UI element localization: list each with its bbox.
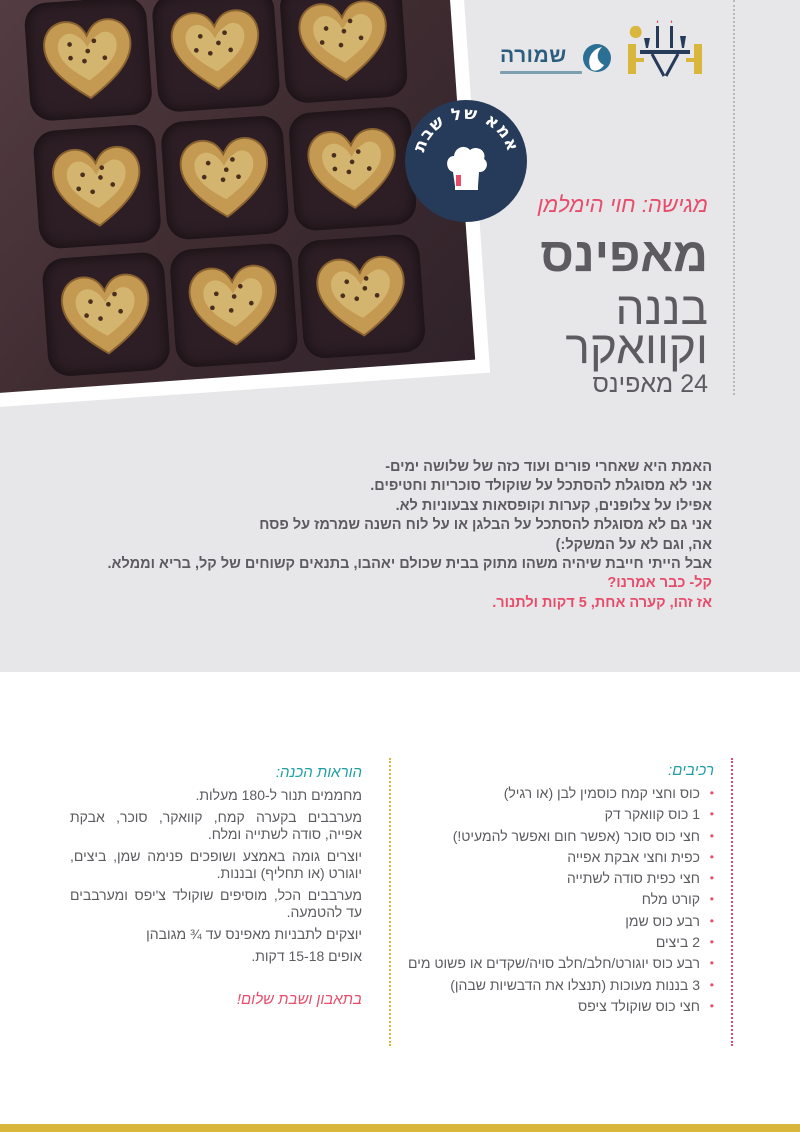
muffin-mold [288,106,418,232]
bottom-accent-bar [0,1124,800,1132]
instruction-step: יוצרים גומה באמצע ושופכים פנימה שמן, ביצים, יוגורט (או תחליף) ובננות. [70,848,362,881]
header-divider [733,0,735,395]
muffin-mold [32,123,162,249]
list-item: • 3 בננות מעוכות (תנצלו את הדבשיות שבהן) [404,977,714,994]
instruction-step: מערבבים הכל, מוסיפים שוקולד צ'יפס ומערבבים עד להטמעה. [70,887,362,920]
muffin-mold [23,0,153,122]
intro-highlight-line: קל- כבר אמרנו? [607,575,712,592]
heart-muffin [45,136,149,235]
intro-highlight-line: אז זהו, קערה אחת, 5 דקות ולתנור. [492,594,712,611]
shabbat-table-icon [626,16,704,78]
intro-text [100,458,712,613]
recipe-author: מגישה: חוי הימלמן [537,192,708,217]
list-item: • חצי כפית סודה לשתייה [404,870,714,887]
intro-line: אבל הייתי חייבת שיהיה משהו מתוק בבית שכולם יאהבו, בתנאים קשוחים של קל, בריא וממלא. [107,556,712,573]
list-item: • חצי כוס שוקולד ציפס [404,998,714,1015]
recipe-title: מאפינס [540,229,708,282]
recipe-title-line-3: וקוואקר [565,321,708,373]
ingredients-section [404,762,714,1019]
shmura-logo-subline [500,71,582,74]
muffin-mold [169,242,299,368]
shmura-mark-icon [582,41,612,75]
heart-muffin [173,127,277,226]
instruction-step: מערבבים בקערה קמח, קוואקר, סוכר, אבקת אפייה, סודה לשתייה ומלח. [70,809,362,842]
chef-hat-icon [443,142,489,194]
list-item: • חצי כוס סוכר (אפשר חום ואפשר להמעיט!) [404,828,714,845]
shmura-logo [500,38,615,84]
heart-muffin [291,0,395,89]
ingredients-heading: רכיבים: [668,762,714,779]
recipe-yield: 24 מאפינס [592,370,708,398]
recipe-title-line-2: בננה [615,282,708,334]
list-item: • קורט מלח [404,891,714,908]
heart-muffin [309,246,413,345]
list-item: • כוס וחצי קמח כוסמין לבן (או רגיל) [404,785,714,802]
heart-muffin [164,0,268,98]
instructions-section [70,764,362,1008]
intro-line: האמת היא שאחרי פורים ועוד כזה של שלושה ימים- [385,459,712,475]
column-divider [389,758,391,1046]
instructions-steps [70,787,362,965]
list-item: • רבע כוס יוגורט/חלב/חלב סויה/שקדים או פשוט מים [404,955,714,972]
svg-text:אמא של שבת: אמא של שבת [409,103,523,155]
list-item: • 2 ביצים [404,934,714,951]
shabbat-mom-badge [405,100,527,222]
instruction-step: מחממים תנור ל-180 מעלות. [195,787,362,803]
intro-line: אה, וגם לא על המשקל:) [555,536,712,553]
muffin-tray [23,0,426,381]
shmura-logo-text: שמורה [500,44,567,67]
instruction-step: יוצקים לתבניות מאפינס עד ¾ מגובהן [146,926,362,942]
muffin-photo [0,0,475,394]
list-item: • 1 כוס קוואקר דק [404,806,714,823]
heart-muffin [36,9,140,108]
muffin-mold [160,115,290,241]
muffin-mold [279,0,409,104]
muffin-mold [41,251,171,377]
intro-line: אפילו על צלופנים, קערות וקופסאות צבעוניות לא. [395,497,712,514]
heart-muffin [300,118,404,217]
list-item: • כפית וחצי אבקת אפייה [404,849,714,866]
intro-line: אני לא מסוגלת להסתכל על שוקולד סוכריות וחטיפים. [370,478,712,495]
instruction-step: אופים 15-18 דקות. [251,948,362,964]
muffin-mold [151,0,281,113]
ingredients-divider [731,758,733,1046]
muffin-mold [297,233,427,359]
instructions-heading: הוראות הכנה: [275,764,362,781]
signoff: בתאבון ושבת שלום! [236,991,362,1008]
heart-muffin [182,255,286,354]
list-item: • רבע כוס שמן [404,913,714,930]
intro-line: אני גם לא מסוגלת להסתכל על הבלגן או על לוח השנה שמרמז על פסח [259,517,712,534]
heart-muffin [54,264,158,363]
ingredients-list [404,785,714,1015]
